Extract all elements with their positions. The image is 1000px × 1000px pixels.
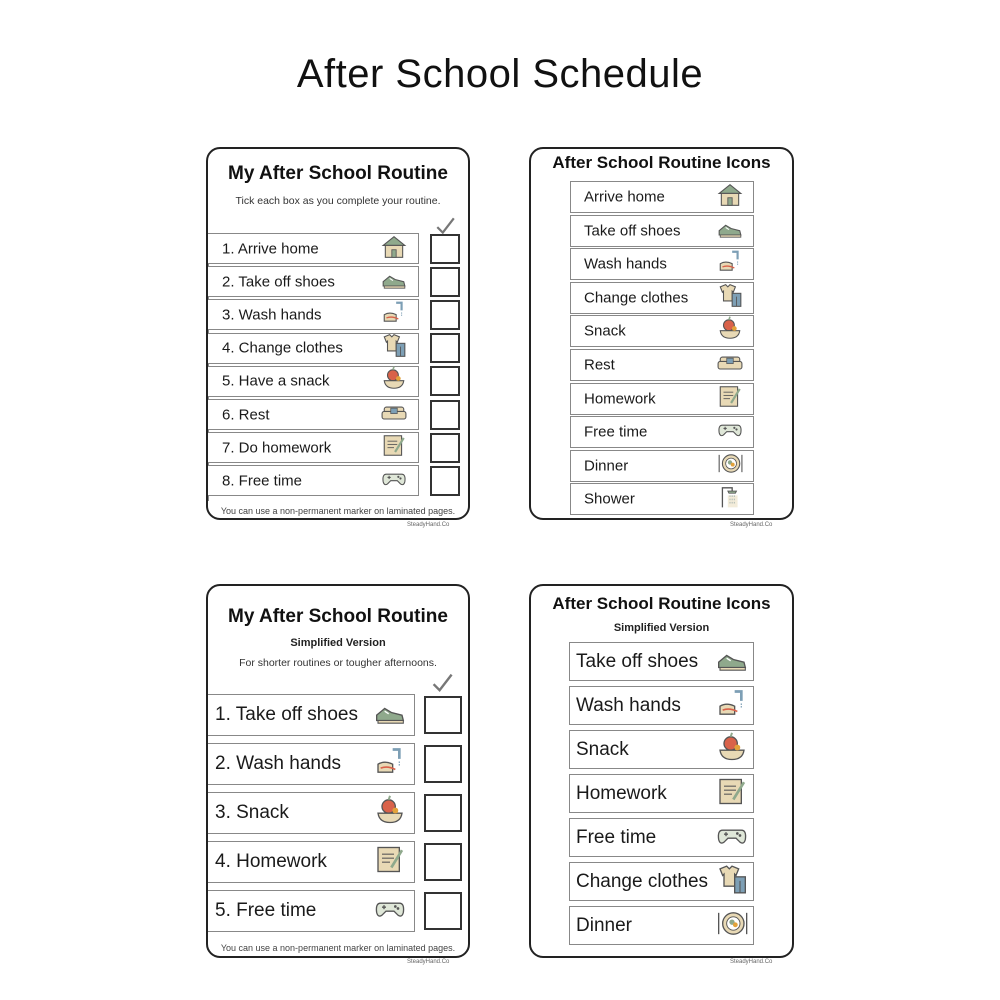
step-checkbox[interactable] <box>430 300 460 330</box>
card-title: After School Routine Icons <box>552 153 771 172</box>
step-checkbox[interactable] <box>430 267 460 297</box>
list-item <box>570 215 754 247</box>
brand-label: SteadyHand.Co <box>407 522 450 528</box>
game-controller-icon <box>374 893 406 930</box>
step-checkbox[interactable] <box>430 366 460 396</box>
step-checkbox[interactable] <box>424 696 462 734</box>
routine-step-label: Homework <box>576 782 667 804</box>
routine-step-label: Snack <box>584 322 626 340</box>
list-item <box>208 299 419 330</box>
list-item <box>569 686 754 725</box>
routine-step-label: Arrive home <box>584 188 665 206</box>
sofa-icon <box>381 399 407 430</box>
page-title: After School Schedule <box>296 52 704 96</box>
list-item <box>570 248 754 280</box>
homework-icon <box>381 432 407 463</box>
routine-step-label: Free time <box>584 423 648 441</box>
list-item <box>208 266 419 297</box>
list-item <box>570 349 754 381</box>
routine-step-label: 4. Homework <box>215 851 327 872</box>
list-item <box>570 416 754 448</box>
routine-step-label: 3. Snack <box>215 802 289 823</box>
list-item <box>569 642 754 681</box>
routine-card <box>206 147 470 520</box>
step-checkbox[interactable] <box>424 794 462 832</box>
routine-step-label: Take off shoes <box>576 650 699 672</box>
routine-step-label: Homework <box>584 390 656 408</box>
routine-step-label: 1. Take off shoes <box>215 704 358 725</box>
routine-step-label: 4. Change clothes <box>222 339 343 357</box>
list-item <box>208 743 415 785</box>
dinner-plate-icon <box>717 450 743 481</box>
routine-step-label: Take off shoes <box>584 222 681 240</box>
homework-icon <box>716 775 748 812</box>
routine-step-label: 8. Free time <box>222 472 303 490</box>
wash-hands-icon <box>717 249 743 280</box>
clothes-icon <box>381 333 407 364</box>
list-item <box>570 483 754 515</box>
list-item <box>208 333 419 364</box>
wash-hands-icon <box>381 299 407 330</box>
shoes-icon <box>716 643 748 680</box>
homework-icon <box>374 844 406 881</box>
routine-step-label: Change clothes <box>576 870 709 892</box>
shoes-icon <box>374 697 406 734</box>
list-item <box>208 792 415 834</box>
routine-step-label: Dinner <box>576 914 632 936</box>
shower-icon <box>717 484 743 515</box>
card-note: For shorter routines or tougher afternoons. <box>239 657 437 669</box>
list-item <box>208 399 419 430</box>
clothes-icon <box>717 282 743 313</box>
routine-step-label: Change clothes <box>584 289 689 307</box>
house-icon <box>717 182 743 213</box>
step-checkbox[interactable] <box>424 745 462 783</box>
list-item <box>208 465 419 496</box>
card-title: My After School Routine <box>228 163 448 184</box>
card-instruction: Tick each box as you complete your routine. <box>235 195 441 207</box>
step-checkbox[interactable] <box>430 466 460 496</box>
list-item <box>569 906 754 945</box>
list-item <box>208 233 419 264</box>
step-checkbox[interactable] <box>430 333 460 363</box>
snack-icon <box>717 316 743 347</box>
routine-step-label: Dinner <box>584 457 629 475</box>
wash-hands-icon <box>716 687 748 724</box>
routine-step-label: Wash hands <box>576 694 681 716</box>
routine-step-label: Wash hands <box>584 255 667 273</box>
snack-icon <box>716 731 748 768</box>
list-item <box>569 774 754 813</box>
routine-step-label: 6. Rest <box>222 406 270 423</box>
checkmark-icon <box>430 671 454 700</box>
routine-step-label: 1. Arrive home <box>222 240 319 257</box>
list-item <box>570 181 754 213</box>
card-subtitle: Simplified Version <box>613 622 710 634</box>
routine-step-label: 2. Wash hands <box>215 753 342 774</box>
list-item <box>208 694 415 736</box>
wash-hands-icon <box>374 746 406 783</box>
clothes-icon <box>716 863 748 900</box>
game-controller-icon <box>381 465 407 496</box>
step-checkbox[interactable] <box>424 843 462 881</box>
routine-step-label: 2. Take off shoes <box>222 273 335 291</box>
brand-label: SteadyHand.Co <box>730 522 773 528</box>
shoes-icon <box>381 266 407 297</box>
routine-step-label: 5. Have a snack <box>222 372 330 390</box>
snack-icon <box>381 366 407 397</box>
list-item <box>570 315 754 347</box>
snack-icon <box>374 795 406 832</box>
game-controller-icon <box>716 819 748 856</box>
card-title: My After School Routine <box>228 606 448 627</box>
brand-label: SteadyHand.Co <box>407 959 450 965</box>
list-item <box>569 862 754 901</box>
shoes-icon <box>717 215 743 246</box>
list-item <box>570 383 754 415</box>
list-item <box>208 432 419 463</box>
list-item <box>208 890 415 932</box>
homework-icon <box>717 383 743 414</box>
list-item <box>569 818 754 857</box>
routine-step-label: 3. Wash hands <box>222 306 322 324</box>
step-checkbox[interactable] <box>424 892 462 930</box>
card-title: After School Routine Icons <box>552 594 771 613</box>
icons-card <box>529 147 794 520</box>
list-item <box>208 841 415 883</box>
list-item <box>208 366 419 397</box>
list-item <box>570 450 754 482</box>
dinner-plate-icon <box>716 907 748 944</box>
house-icon <box>381 233 407 264</box>
routine-step-label: 7. Do homework <box>222 439 332 457</box>
card-subtitle: Simplified Version <box>290 637 386 649</box>
routine-step-label: Shower <box>584 490 635 508</box>
card-footer: You can use a non-permanent marker on laminated pages. <box>220 506 456 516</box>
card-footer: You can use a non-permanent marker on laminated pages. <box>220 943 456 953</box>
checkmark-icon <box>434 215 456 242</box>
routine-step-label: Snack <box>576 738 629 760</box>
routine-card-simplified <box>206 584 470 958</box>
step-checkbox[interactable] <box>430 400 460 430</box>
routine-step-label: Rest <box>584 356 615 374</box>
step-checkbox[interactable] <box>430 433 460 463</box>
list-item <box>569 730 754 769</box>
routine-step-label: 5. Free time <box>215 900 317 921</box>
game-controller-icon <box>717 417 743 448</box>
routine-step-label: Free time <box>576 826 657 848</box>
sofa-icon <box>717 350 743 381</box>
brand-label: SteadyHand.Co <box>730 959 773 965</box>
icons-card-simplified <box>529 584 794 958</box>
list-item <box>570 282 754 314</box>
